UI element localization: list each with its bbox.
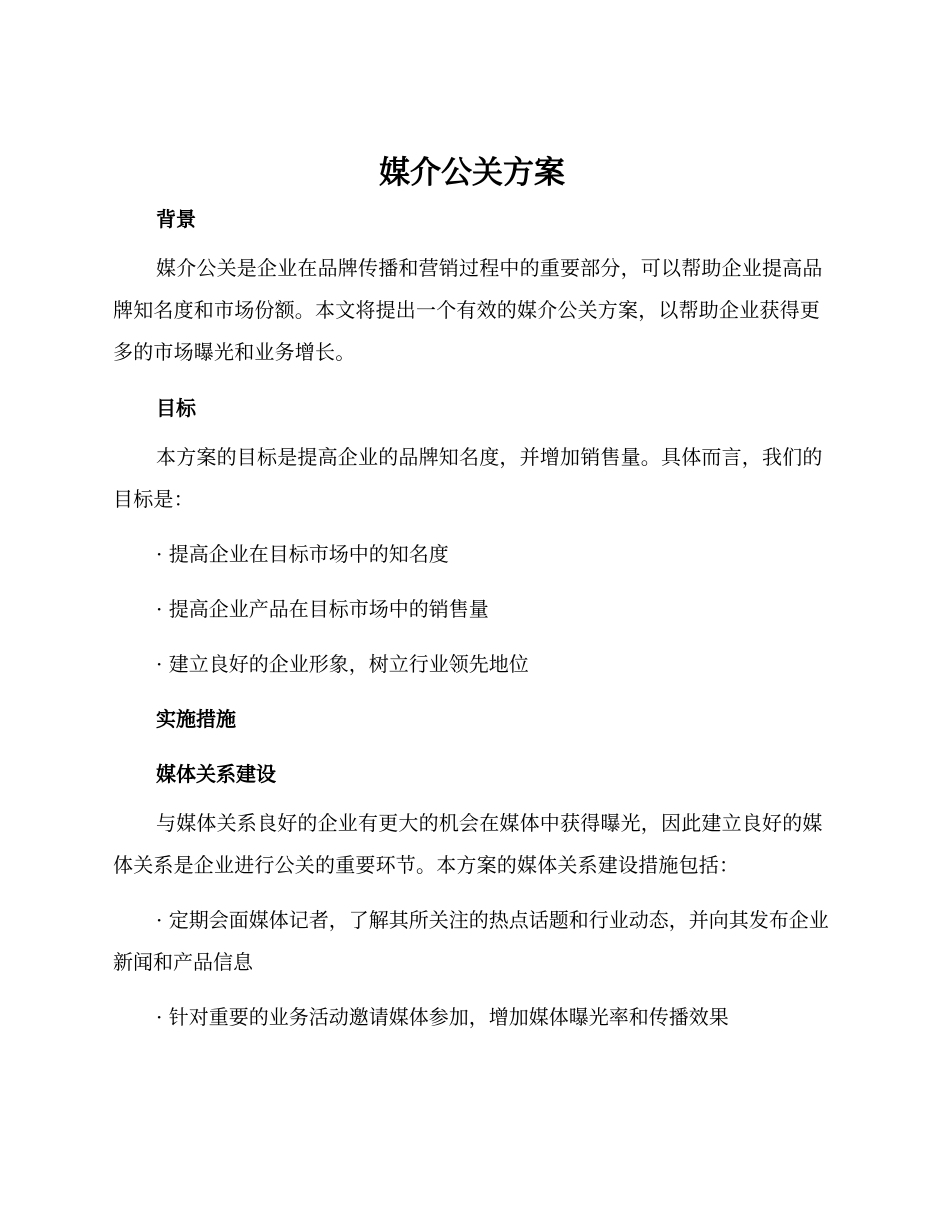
paragraph-background: 媒介公关是企业在品牌传播和营销过程中的重要部分，可以帮助企业提高品牌知名度和市场份额。本文将提出一个有效的媒介公关方案，以帮助企业获得更多的市场曝光和业务增长。 xyxy=(113,256,823,364)
section-heading-measures: 实施措施 xyxy=(156,707,236,731)
paragraph-goal: 本方案的目标是提高企业的品牌知名度，并增加销售量。具体而言，我们的目标是： xyxy=(113,445,823,511)
document-title: 媒介公关方案 xyxy=(379,155,565,191)
goal-bullet-2: · 提高企业产品在目标市场中的销售量 xyxy=(156,597,489,621)
goal-bullet-3: · 建立良好的企业形象，树立行业领先地位 xyxy=(156,652,529,676)
section-heading-background: 背景 xyxy=(156,207,196,231)
media-bullet-2: · 针对重要的业务活动邀请媒体参加，增加媒体曝光率和传播效果 xyxy=(156,1005,729,1029)
paragraph-media-relations: 与媒体关系良好的企业有更大的机会在媒体中获得曝光，因此建立良好的媒体关系是企业进行公关的重要环节。本方案的媒体关系建设措施包括： xyxy=(113,811,823,877)
section-heading-goal: 目标 xyxy=(156,396,196,420)
document-body xyxy=(113,148,831,1038)
goal-bullet-1: · 提高企业在目标市场中的知名度 xyxy=(156,542,449,566)
section-heading-media-relations: 媒体关系建设 xyxy=(156,762,276,786)
media-bullet-1: · 定期会面媒体记者，了解其所关注的热点话题和行业动态，并向其发布企业新闻和产品信息 xyxy=(113,908,829,974)
